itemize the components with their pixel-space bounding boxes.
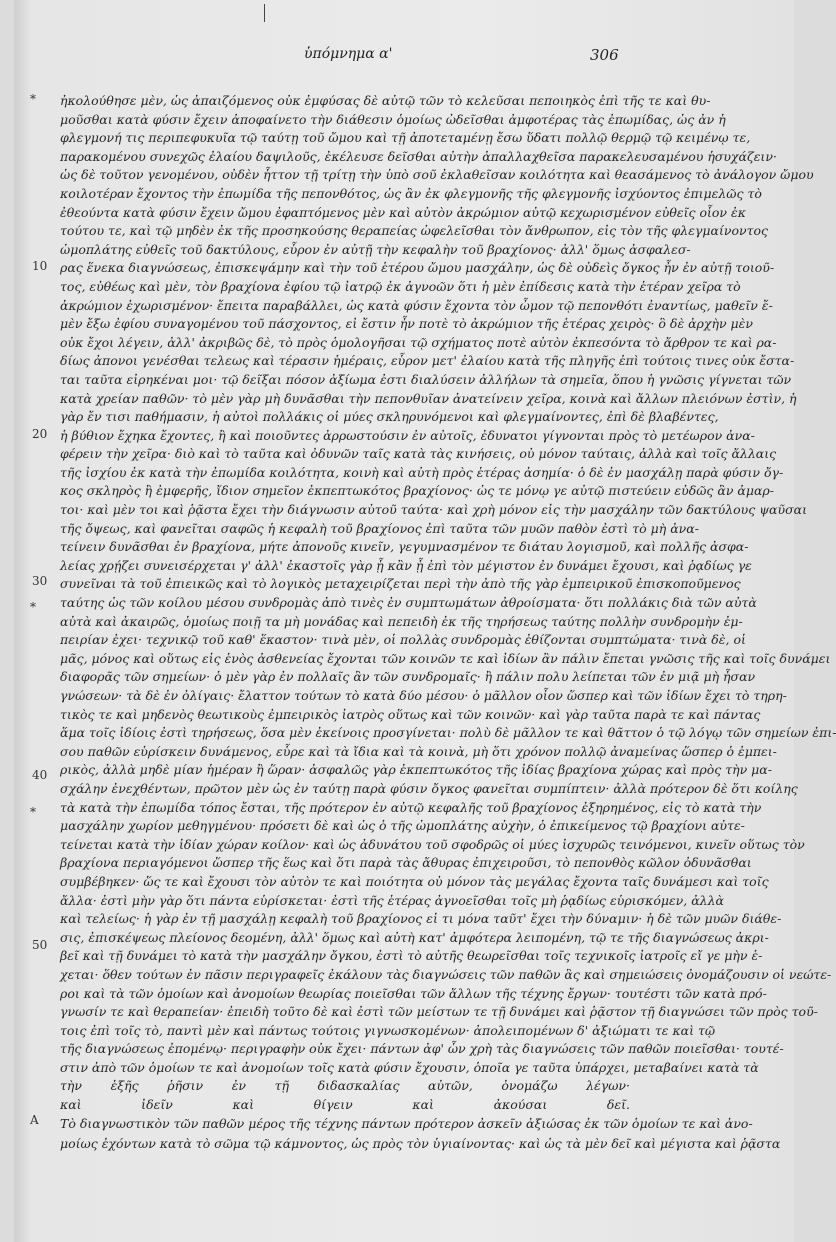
margin-star: *	[30, 92, 36, 106]
text-line: φέρειν τὴν χεῖρα· διὸ καὶ τὸ ταῦτα καὶ ὀδυνῶν ταῖς κατὰ τὰς κινήσεις, οὐ μόνον ταύταις, ἀλλὰ καὶ τοῖς ἄλλαις	[60, 446, 777, 462]
text-line: λείας χρῄζει συνεισέρχεται γ' ἀλλ' ἐκαστοῖς γὰρ ᾗ κἂν ᾗ ἐπὶ τὸν μέγιστον ἐν δυνάμει ἔχουσι, καὶ ῥᾳδίως γε	[60, 557, 752, 573]
text-line: τὴν ἑξῆς ῥῆσιν ἐν τῇ διδασκαλίας αὐτῶν, ὀνομάζω λέγων·	[60, 1078, 630, 1094]
text-line: τος, εὐθέως καὶ μὲν, τὸν βραχίονα ἐφίου τῷ ἰατρῷ ἐκ ἀγνοῶν ὅτι ἡ μὲν ἐπίδεσις κατὰ τὴν ἑτέραν χεῖρα τὸ	[60, 278, 741, 294]
page-number: 306	[590, 46, 619, 64]
text-line: βεῖ καὶ τῇ δυνάμει τὸ κατὰ τὴν μασχάλην ὄγκου, ἐστὶ τὸ αὐτῆς θεωρεῖσθαι τοῖς τεχνικοῖς ἰατροῖς εἴ γε μὴν ἑ-	[60, 948, 763, 964]
line-number-50: 50	[32, 938, 48, 952]
text-line: γνώσεων· τὰ δὲ ἐν ὀλίγαις· ἔλαττον τούτων τὸ κατὰ δύο μέσου· ὁ μᾶλλον οἷον ὥσπερ καὶ τῶν ἰδίων ἔχει τὸ τηρη-	[60, 688, 787, 703]
text-line: τούτου τε, καὶ τῷ μηδὲν ἐκ τῆς προσηκούσης θεραπείας ὠφελεῖσθαι τὸν ἄνθρωπον, εἰς τὸν τῆς φλεγμαίνοντος	[60, 223, 769, 239]
text-line: ὠμοπλάτης εὐθεῖς τοῦ δακτύλους, εὗρον ἐν αὐτῇ τὴν κεφαλὴν τοῦ βραχίονος· ἀλλ' ὅμως ἀσφαλεσ-	[60, 241, 691, 257]
text-line: καὶ ἰδεῖν καὶ θίγειν καὶ ἀκούσαι δεῖ.	[60, 1097, 630, 1113]
text-line: ὡς δὲ τοῦτον γενομένου, οὐδὲν ἧττον τῇ τρίτῃ τὴν ὑπὸ σοῦ ἐκλαθεῖσαν κοιλότητα καὶ θεασάμενος τὸ ἀνάλογον ὤμου	[60, 167, 814, 183]
text-line: ἡ βύθιον ἔχηκα ἔχοντες, ἢ καὶ ποιοῦντες ἀρρωστούσιν ἐν αὐτοῖς, ἐδυνατοι γίγνονται πρὸς τὸ μετέωρον ἀνα-	[60, 427, 755, 443]
main-text	[60, 92, 836, 1154]
text-line: παρακομένου συνεχῶς ἐλαίου δαψιλοῦς, ἐκέλευσε δεῖσθαι αὐτὴν ἀπαλλαχθεῖσα παρακελευσαμένου ἡσυχάζειν·	[60, 148, 777, 164]
text-line: μοῦσθαι κατὰ φύσιν ἔχειν ἀποφαίνετο τὴν διάθεσιν ὁμοίως ὠδεῖσθαι ἀμφοτέρας τὰς ἐπωμίδας, ὡς ἀν ἡ	[60, 111, 726, 127]
text-line: ἅμα τοῖς ἰδίοις ἐστὶ τηρήσεως, ὅσα μὲν ἐκείνοις προσγίνεται· πολὺ δὲ μᾶλλον τε καὶ θᾶττον ὁ τῷ λόγῳ τῶν σημείων ἐπι-	[60, 725, 836, 741]
running-head: ὑπόμνημα α'	[304, 46, 393, 62]
text-line: τῆς διαγνώσεως ἐπομένῳ· περιγραφὴν οὐκ ἔχει· πάντων ἀφ' ὧν χρὴ τὰς διαγνώσεις τῶν παθῶν ποιεῖσθαι· τουτέ-	[60, 1041, 784, 1057]
text-line: τὰ κατὰ τὴν ἐπωμίδα τόπος ἔσται, τῆς πρότερον ἐν αὐτῷ κεφαλῆς τοῦ βραχίονος ἐξηρημένος, εἰς τὸ κατὰ τὴν	[60, 799, 762, 815]
line-number-10: 10	[32, 259, 48, 273]
text-line: δίως ἀπονοι γενέσθαι τελεως καὶ τέρασιν ἡμέραις, εὗρον μετ' ἐλαίου κατὰ τῆς πληγῆς ἐπὶ τούτοις τινες οὐκ ἔστα-	[60, 353, 795, 369]
text-line: στιν ἀπὸ τῶν ὁμοίων τε καὶ ἀνομοίων τοῖς κατὰ φύσιν ἔχουσιν, ὁποῖα γε ταῦτα ὑπάρχει, μεταβαίνει κατὰ τὰ	[60, 1059, 759, 1075]
text-line: πειρίαν ἐχει· τεχνικῷ τοῦ καθ' ἕκαστον· τινὰ μὲν, οἱ πολλὰς συνδρομὰς ἐθίζονται συμπτώματα· τινὰ δὲ, οἱ	[60, 632, 746, 648]
text-line: ταύτης ὡς τῶν κοίλου μέσου συνδρομὰς ἀπὸ τινὲς ἐν συμπτωμάτων ἀθροίσματα· ὅτι πολλάκις διὰ τῶν αὐτὰ	[60, 595, 757, 611]
text-line: ρας ἕνεκα διαγνώσεως, ἐπισκεψάμην καὶ τὴν τοῦ ἑτέρου ὤμου μασχάλην, ὡς δὲ οὐδεὶς ὄγκος ἦν ἐν αὐτῇ τοιοῦ-	[60, 260, 775, 276]
text-line: βραχίονα περιαγόμενοι ὥσπερ τῆς ἕως καὶ ὅτι παρὰ τὰς ἄθυρας ἐπιχειροῦσι, τὸ πεπονθὸς κῶλον ὀδυνᾶσθαι	[60, 855, 752, 871]
text-line: συμβέβηκεν· ὥς τε καὶ ἔχουσι τὸν αὐτὸν τε καὶ ποιότητα οὐ μόνον τὰς μεγάλας ἔχοντα ταῖς δυνάμεσι καὶ τοῖς	[60, 873, 769, 889]
text-line: τῆς ὄψεως, καὶ φανεῖται σαφῶς ἡ κεφαλὴ τοῦ βραχίονος ἐπὶ ταῦτα τῶν μυῶν παθὸν ἐστὶ τὸ μὴ ἀνα-	[60, 520, 699, 536]
text-line: γὰρ ἔν τισι παθήμασιν, ἡ αὐτοὶ πολλάκις οἱ μύες σκληρυνόμενοι καὶ φλεγμαίνοντες, ἐπὶ δὲ βλαβέντες,	[60, 409, 719, 425]
margin-star: *	[30, 600, 36, 614]
text-line: μασχάλην χωρίον μεθηγμένου· πρόσετι δὲ καὶ ὡς ὁ τῆς ὠμοπλάτης αὐχὴν, ὁ ἐπικείμενος τῷ βραχίονι αὐτε-	[60, 818, 745, 834]
text-line: τῆς ἰσχίου ἐκ κατὰ τὴν ἐπωμίδα κοιλότητα, κοινὴ καὶ αὐτὴ πρὸς ἑτέρας ἀσημία· ὁ δὲ ἐν μασχάλῃ παρὰ φύσιν ὄγ-	[60, 464, 784, 480]
text-line: ἄλλα· ἐστὶ μὴν γὰρ ὅτι πάντα εὑρίσκεται· ἐστὶ τῆς ἑτέρας ἀγνοεῖσθαι τοῖς μὴ ῥᾳδίως εὑρισκόμεν, ἀλλὰ	[60, 892, 724, 908]
book-page	[14, 0, 836, 1242]
text-line: κος σκληρὸς ἢ ἐμφερῆς, ἴδιον σημεῖον ἐκπεπτωκότος βραχίονος· ὡς τε μόνῳ γε αὐτῷ πιστεύειν εὐδῶς ἂν ἀμαρ-	[60, 483, 774, 499]
text-line: μᾶς, μόνος καὶ οὕτως εἰς ἑνὸς ἀσθενείας ἔχονται τῶν κοινῶν τε καὶ ἰδίων ἂν πάλιν ἔπεται γνῶσις τῆς καὶ τοῖς δυνάμει	[60, 650, 831, 666]
text-line: χεται· ὅθεν τούτων ἐν πᾶσιν περιγραφεῖς ἐκάλουν τὰς διαγνώσεις τῶν παθῶν ἃς καὶ σημειώσεις ὀνομάζουσιν οἱ νεώτε-	[60, 966, 832, 982]
margin-mark-a: Α	[30, 1113, 39, 1127]
text-line: οὐκ ἔχοι λέγειν, ἀλλ' ἀκριβῶς δὲ, τὸ πρὸς ὁμολογῆσαι τῷ σχήματος ποτὲ αὐτὸν ἐκπεσόντα τὸ ἄρθρον τε καὶ ρα-	[60, 334, 777, 350]
text-line: συνεῖναι τὰ τοῦ ἐπιεικῶς καὶ τὸ λογικὸς μεταχειρίζεται περὶ τὴν ἀπὸ τῆς γὰρ ἐμπειρικοῦ ἐπισκοποῦμενος	[60, 576, 741, 592]
text-line: τείνειν δυνᾶσθαι ἐν βραχίονα, μήτε ἀπονοῦς κινεῖν, γεγυμνασμένον τε διάταυ λογισμοῦ, καὶ πολλῆς ἀσφα-	[60, 539, 749, 555]
text-line: σις, ἐπισκέψεως πλείονος δεομένη, ἀλλ' ὅμως καὶ αὐτὴ κατ' ἀμφότερα λειπομένη, τῷ τε τῆς διαγνώσεως ἀκρι-	[60, 929, 769, 945]
line-number-40: 40	[32, 768, 48, 782]
text-line: ροι καὶ τὰ τῶν ὁμοίων καὶ ἀνομοίων θεωρίας ποιεῖσθαι τῶν ἄλλων τῆς τέχνης ἔργων· τουτέστι τῶν κατὰ πρό-	[60, 985, 767, 1001]
text-line: σου παθῶν εὑρίσκειν δυνάμενος, εὗρε καὶ τὰ ἴδια καὶ τὰ κοινὰ, μὴ ὅτι χρόνον πολλῷ ἀναμείνας ὥσπερ ὁ ἐμπει-	[60, 743, 777, 759]
text-line: τικὸς τε καὶ μηδενὸς θεωτικοὺς ἐμπειρικὸς ἰατρὸς οὕτως καὶ τῶν κοινῶν· καὶ γὰρ ταῦτα παρὰ τε καὶ πάντας	[60, 706, 761, 722]
text-line: ἀκρώμιον ἐχωρισμένον· ἔπειτα παραβάλλει, ὡς κατὰ φύσιν ἔχοντα τὸν ὦμον τῷ πεπονθότι ἐναντίως, μαθεῖν ἔ-	[60, 297, 773, 313]
text-line: τείνεται κατὰ τὴν ἰδίαν χώραν κοίλον· καὶ ὡς ἀδυνάτου τοῦ σφοδρῶς οἱ μύες ἰσχυρῶς τεινόμενοι, κινεῖν οὕτως τὸν	[60, 836, 805, 852]
text-line: Τὸ διαγνωστικὸν τῶν παθῶν μέρος τῆς τέχνης πάντων πρότερον ἀσκεῖν ἀξιώσας ἐκ τῶν ὁμοίων τε καὶ ἀνο-	[60, 1115, 753, 1131]
text-line: ρικὸς, ἀλλὰ μηδὲ μίαν ἡμέραν ἢ ὥραν· ἀσφαλῶς γὰρ ἐκπεπτωκότος τῆς ἰδίας βραχίονα χώρας καὶ πρὸς τὴν μα-	[60, 762, 772, 778]
text-line: μὲν ἔξω ἐφίου συναγομένου τοῦ πάσχοντος, εἰ ἔστιν ἦν ποτὲ τὸ ἀκρώμιον τῆς ἑτέρας χειρὸς· ὃ δὲ ἀρχὴν μὲν	[60, 316, 753, 332]
text-line: αὐτὰ καὶ ἀκαιρῶς, ὁμοίως ποιῇ τα μὴ μονάδας καὶ πεπειδὴ ἐκ τῆς τηρήσεως ταύτης πολλὴν συνδρομὴν ἐμ-	[60, 613, 743, 629]
text-line: ἐθεούντα κατὰ φύσιν ἔχειν ὤμου ἐφαπτόμενος μὲν καὶ αὐτὸν ἀκρώμιον αὐτῷ κεχωρισμένον εὐθεῖς οἷον ἐκ	[60, 204, 746, 220]
text-line: μοίως ἐχόντων κατὰ τὸ σῶμα τῷ κάμνοντος, ὡς πρὸς τὸν ὑγιαίνοντας· καὶ ὡς τὰ μὲν δεῖ καὶ μέγιστα καὶ ῥᾷστα	[60, 1136, 781, 1152]
text-line: κοιλοτέραν ἔχοντος τὴν ἐπωμίδα τῆς πεπονθότος, ὡς ἂν ἐκ φλεγμονῆς τῆς φλεγμονῆς ἰσχύοντος ἐπιμελῶς τὸ	[60, 185, 762, 201]
text-line: διαφορᾶς τῶν σημείων· ὁ μὲν γὰρ ἐν πολλαῖς ἂν τῶν συνδρομαῖς· ἢ πάλιν πολυ λείπεται τῶν ἐν μιᾷ μὴ ἦσαν	[60, 669, 756, 685]
text-line: τοις ἐπὶ τοῖς τὸ, παντὶ μὲν καὶ πάντως τούτοις γιγνωσκομένων· ἀπολειπομένων δ' ἀξιώματι τε καὶ τῷ	[60, 1022, 716, 1038]
text-line: τοι· καὶ μὲν τοι καὶ ῥᾷστα ἔχει τὴν διάγνωσιν αὐτοῦ ταύτα· καὶ χρὴ μόνον εἰς τὴν μασχάλην τῶν δακτύλους ψαῦσαι	[60, 502, 807, 518]
text-line: ται ταῦτα εἰρηκέναι μοι· τῷ δεῖξαι πόσον ἀξίωμα ἐστι διαλύσειν ἀλλήλων τὰ σημεῖα, ὅπου ἡ γνῶσις γίγνεται τῶν	[60, 371, 792, 387]
text-line: σχάλην ἐνεχθέντων, πρῶτον μὲν ὡς ἐν ταύτῃ παρὰ φύσιν ὄγκος φανεῖται συμπίπτειν· ἀλλὰ πρότερον δὲ ὅτι κοίλης	[60, 780, 798, 796]
line-number-20: 20	[32, 427, 48, 441]
text-line: κατὰ χρείαν παθῶν· τὸ μὲν γὰρ μὴ δυνᾶσθαι τὴν πεπονθυῖαν ἀνατείνειν χεῖρα, κοινὰ καὶ ἄλλων πλειόνων ἐστὶν, ἡ	[60, 390, 797, 406]
text-line: γνωσίν τε καὶ θεραπείαν· ἐπειδὴ τοῦτο δὲ καὶ ἐστὶ τῶν μείστων τε τῇ δυνάμει καὶ ῥᾷστον τῇ διαγνώσει τῶν πρὸς τοῦ-	[60, 1004, 818, 1020]
line-number-30: 30	[32, 574, 48, 588]
text-line: ἠκολούθησε μὲν, ὡς ἀπαιζόμενος οὐκ ἐμφύσας δὲ αὐτῷ τῶν τὸ κελεῦσαι πεποιηκὸς ἐπὶ τῆς τε καὶ θυ-	[60, 93, 711, 108]
header-mark	[264, 4, 265, 22]
text-line: καὶ τελείως· ἡ γὰρ ἐν τῇ μασχάλῃ κεφαλὴ τοῦ βραχίονος εἰ τι μόνα ταῦτ' ἔχει τὴν δύναμιν· ἡ δὲ τῶν μυῶν διάθε-	[60, 911, 782, 927]
text-line: φλεγμονή τις περιπεφυκυῖα τῷ ταύτῃ τοῦ ὤμου καὶ τῇ ἀποτεταμένῃ ἔσω ὕδατι πολλῷ θερμῷ τῷ κειμένῳ τε,	[60, 130, 751, 146]
margin-star: *	[30, 805, 36, 819]
